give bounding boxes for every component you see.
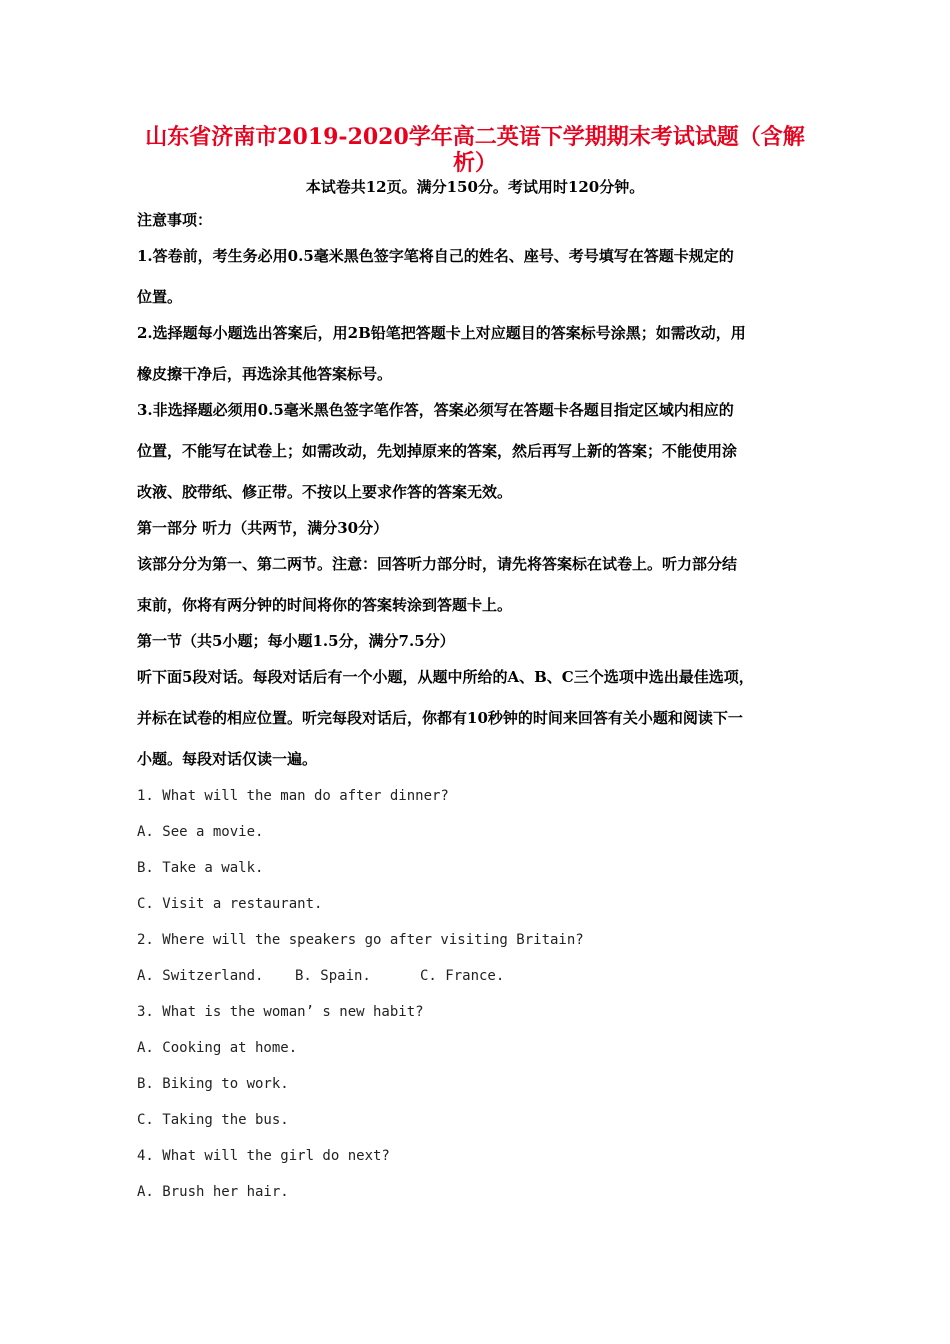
exam-subtitle: 本试卷共12页。满分150分。考试用时120分钟。 bbox=[305, 178, 645, 196]
part1-desc-line-b: 束前，你将有两分钟的时间将你的答案转涂到答题卡上。 bbox=[137, 596, 513, 614]
notice-item-3-line-b: 位置，不能写在试卷上；如需改动，先划掉原来的答案，然后再写上新的答案；不能使用涂 bbox=[137, 442, 738, 460]
question-3-option-c: C. Taking the bus. bbox=[137, 1112, 289, 1128]
question-3-option-a: A. Cooking at home. bbox=[137, 1040, 298, 1056]
exam-title-line1: 山东省济南市2019-2020学年高二英语下学期期末考试试题（含解 bbox=[145, 124, 805, 150]
question-3: 3. What is the woman’ s new habit? bbox=[137, 1004, 424, 1020]
part1-heading: 第一部分 听力（共两节，满分30分） bbox=[137, 519, 389, 537]
section1-heading: 第一节（共5小题；每小题1.5分，满分7.5分） bbox=[137, 632, 455, 650]
question-1-option-a: A. See a movie. bbox=[137, 824, 264, 840]
question-2-option-a: A. Switzerland. bbox=[137, 968, 264, 984]
section1-desc-line-a: 听下面5段对话。每段对话后有一个小题，从题中所给的A、B、C三个选项中选出最佳选项， bbox=[137, 668, 754, 686]
question-2: 2. Where will the speakers go after visiting Britain? bbox=[137, 932, 584, 948]
notice-item-1-line-b: 位置。 bbox=[137, 288, 183, 306]
question-2-option-c: C. France. bbox=[420, 968, 505, 984]
question-4: 4. What will the girl do next? bbox=[137, 1148, 390, 1164]
notice-item-1-line-a: 1.答卷前，考生务必用0.5毫米黑色签字笔将自己的姓名、座号、考号填写在答题卡规定的 bbox=[137, 247, 734, 265]
question-1-option-b: B. Take a walk. bbox=[137, 860, 264, 876]
notice-item-2-line-a: 2.选择题每小题选出答案后，用2B铅笔把答题卡上对应题目的答案标号涂黑；如需改动，用 bbox=[137, 324, 746, 342]
exam-title-line2: 析） bbox=[452, 150, 497, 176]
question-4-option-a: A. Brush her hair. bbox=[137, 1184, 289, 1200]
notice-item-3-line-c: 改液、胶带纸、修正带。不按以上要求作答的答案无效。 bbox=[137, 483, 513, 501]
notice-heading: 注意事项： bbox=[137, 211, 213, 229]
part1-desc-line-a: 该部分分为第一、第二两节。注意：回答听力部分时，请先将答案标在试卷上。听力部分结 bbox=[137, 555, 738, 573]
section1-desc-line-c: 小题。每段对话仅读一遍。 bbox=[137, 750, 318, 768]
question-1: 1. What will the man do after dinner? bbox=[137, 788, 449, 804]
question-1-option-c: C. Visit a restaurant. bbox=[137, 896, 323, 912]
question-3-option-b: B. Biking to work. bbox=[137, 1076, 289, 1092]
notice-item-2-line-b: 橡皮擦干净后，再选涂其他答案标号。 bbox=[137, 365, 393, 383]
question-2-option-b: B. Spain. bbox=[295, 968, 371, 984]
notice-item-3-line-a: 3.非选择题必须用0.5毫米黑色签字笔作答，答案必须写在答题卡各题目指定区域内相应的 bbox=[137, 401, 734, 419]
question-2-options bbox=[137, 966, 504, 986]
section1-desc-line-b: 并标在试卷的相应位置。听完每段对话后，你都有10秒钟的时间来回答有关小题和阅读下一 bbox=[137, 709, 743, 727]
